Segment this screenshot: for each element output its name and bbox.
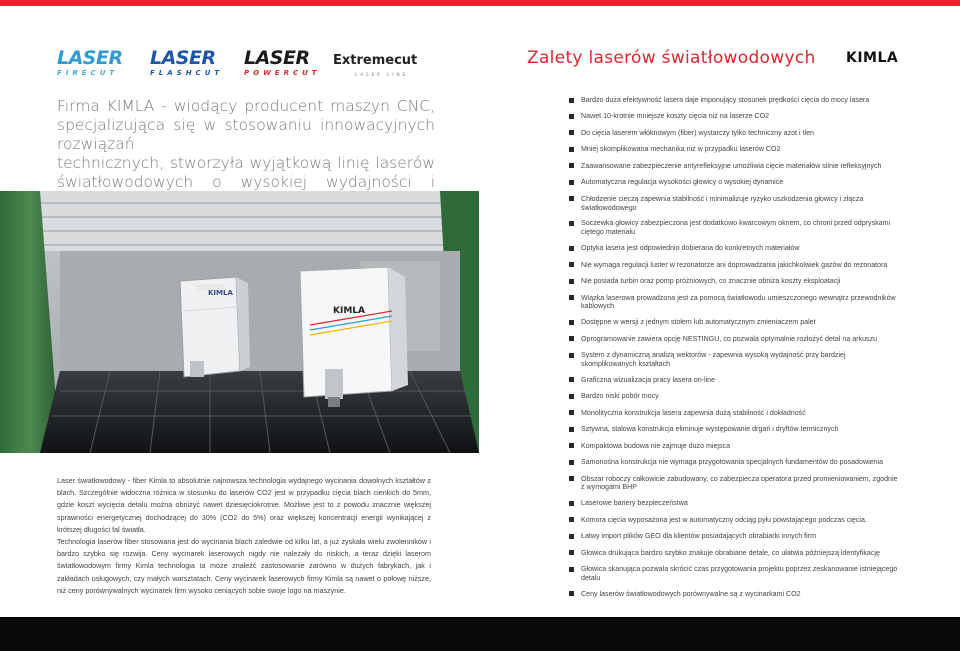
feature-item: Nawet 10-krotnie mniejsze koszty cięcia niż na laserze CO2 — [569, 112, 899, 121]
feature-item: Ceny laserów światłowodowych porównywalne są z wycinarkami CO2 — [569, 590, 899, 599]
page-title: Zalety laserów światłowodowych — [527, 48, 816, 68]
laser-powercut-logo: LASER POWERCUT — [244, 47, 321, 77]
laser-firecut-logo: LASER FIRECUT — [57, 47, 123, 77]
feature-item: Zaawansowane zabezpieczenie antyrefleksyjne umożliwia cięcie materiałów silnie refleksyjnych — [569, 162, 899, 171]
photo-label-left: KIMLA — [208, 289, 233, 297]
feature-item: Bardzo duża efektywność lasera daje imponujący stosunek prędkości cięcia do mocy lasera — [569, 96, 899, 105]
feature-item: Samonośna konstrukcja nie wymaga przygotowania specjalnych fundamentów do posadowienia — [569, 458, 899, 467]
feature-item: Oprogramowanie zawiera opcję NESTINGU, co pozwala optymalnie rozłożyć detal na arkuszu — [569, 335, 899, 344]
feature-item: Do cięcia laserem włóknowym (fiber) wystarczy tylko techniczny azot i tlen — [569, 129, 899, 138]
feature-item: Kompaktowa budowa nie zajmuje dużo miejsca — [569, 442, 899, 451]
feature-item: Łatwy import plików GEO dla klientów posiadających obrabiarki innych firm — [569, 532, 899, 541]
intro-line: specjalizująca się w stosowaniu innowacyjnych rozwiązań — [57, 116, 435, 153]
laser-flashcut-logo: LASER FLASHCUT — [150, 47, 224, 77]
kimla-logo: KIMLA — [846, 50, 899, 66]
laser-machine-photo — [0, 191, 479, 453]
feature-item: Soczewka głowicy zabezpieczona jest dodatkowo kwarcowym oknem, co chroni przed odpryskami ciętego materiału — [569, 219, 899, 236]
feature-item: Monolityczna konstrukcja lasera zapewnia dużą stabilność i dokładność — [569, 409, 899, 418]
feature-item: Obszar roboczy całkowicie zabudowany, co zabezpiecza operatora przed promieniowaniem, zgodnie z wymogami BHP — [569, 475, 899, 492]
feature-item: Dostępne w wersji z jednym stołem lub automatycznym zmieniaczem palet — [569, 318, 899, 327]
bottom-bar — [0, 617, 960, 651]
feature-item: Chłodzenie cieczą zapewnia stabilność i minimalizuje ryzyko uszkodzenia głowicy i złącza światłowodowego — [569, 195, 899, 212]
extremecut-logo: Extremecut LASER LINE — [333, 53, 418, 77]
feature-item: Bardzo niski pobór mocy — [569, 392, 899, 401]
intro-line: technicznych, stworzyła wyjątkową linię laserów — [57, 154, 435, 172]
feature-item: Automatyczna regulacja wysokości głowicy o wysokiej dynamice — [569, 178, 899, 187]
intro-line: Firma KIMLA - wiodący producent maszyn CNC, — [57, 97, 435, 115]
feature-item: Graficzna wizualizacja pracy lasera on-line — [569, 376, 899, 385]
feature-item: Nie posiada turbin oraz pomp próżniowych, co znacznie obniża koszty eksploatacji — [569, 277, 899, 286]
feature-item: Komora cięcia wyposażona jest w automatyczny odciąg pyłu powstającego podczas cięcia. — [569, 516, 899, 525]
feature-item: Nie wymaga regulacji luster w rezonatorze ani doprowadzania jakichkolwiek gazów do rezonatora — [569, 261, 899, 270]
feature-item: Głowica skanująca pozwala skrócić czas przygotowania projektu poprzez zeskanowanie istniejącego detalu — [569, 565, 899, 582]
feature-item: Sztywna, stalowa konstrukcja eliminuje występowanie drgań i dryftów termicznych — [569, 425, 899, 434]
feature-item: Optyka lasera jest odpowiednio dobierana do konkretnych materiałów — [569, 244, 899, 253]
feature-item: Laserowe bariery bezpieczeństwa — [569, 499, 899, 508]
paragraph: Laser światłowodowy - fiber Kimla to absolutnie najnowsza technologia wydajnego wycinania dowolnych kształtów z blach. Szczególnie widoczna różnica w stosunku do laserów CO2 jest w przypadku cięcia blach cienkich do 5mm, gdzie koszt wycięcia detalu można obniżyć nawet dziesięciokrotnie. Możliwe jest to z powodu znacznie większej sprawności energetycznej dochodzącej do 30% (CO2 do 5%) oraz większej koncentracji energii wynikającej z krótszej długości fal światła. — [57, 476, 431, 534]
feature-item: Głowica drukująca bardzo szybko znakuje obrabiane detale, co ułatwia późniejszą identyfikację — [569, 549, 899, 558]
feature-item: Wiązka laserowa prowadzona jest za pomocą światłowodu umieszczonego wewnątrz przewodników kablowych — [569, 294, 899, 311]
photo-label-right: KIMLA — [333, 306, 365, 316]
feature-item: System z dynamiczną analizą wektorów - zapewnia wysoką wydajność przy bardziej skomplikowanych kształtach — [569, 351, 899, 368]
top-accent-bar — [0, 0, 960, 6]
feature-list — [569, 96, 899, 606]
body-text — [57, 475, 431, 597]
feature-item: Mniej skomplikowana mechanika niż w przypadku laserów CO2 — [569, 145, 899, 154]
intro-line: światłowodowych o wysokiej wydajności i — [57, 173, 435, 191]
paragraph: Technologia laserów fiber stosowana jest do wycinania blach zaledwie od kilku lat, a już zyskała wielu zwolenników i bardzo szybko się rozwija. Ceny wycinarek laserowych nigdy nie należały do niskich, a teraz dzięki laserom światłowodowym firmy Kimla technologia ta może znaleźć zastosowanie zarówno w dużych fabrykach, jak i zakładach usługowych, czy małych warsztatach. Ceny wycinarek laserowych firmy Kimla są nawet o połowę niższe, niż ceny porównywalnych wycinarek firm wysoko ceniących sobie swoje logo na maszynie. — [57, 537, 431, 595]
